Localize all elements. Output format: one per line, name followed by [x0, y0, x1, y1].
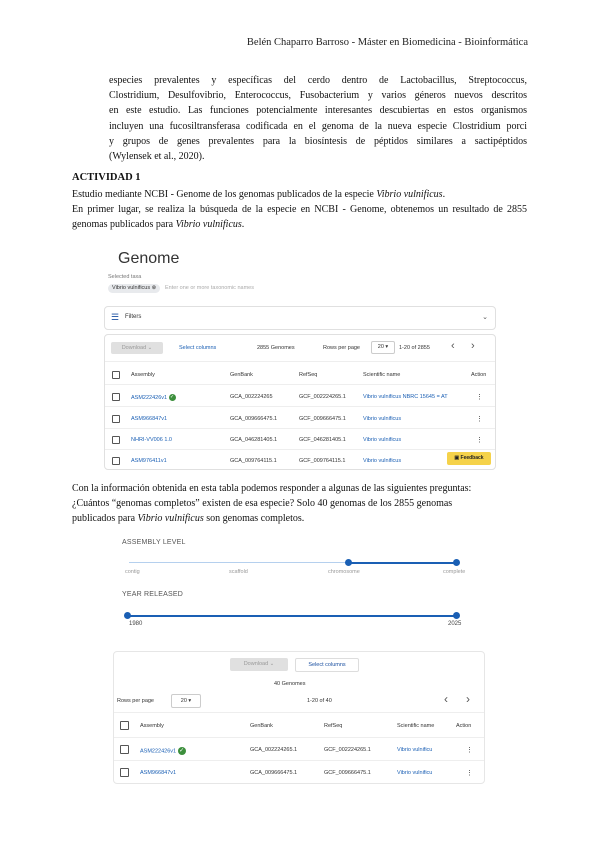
column-header[interactable]: RefSeq	[324, 723, 343, 729]
genome-table	[104, 334, 496, 470]
question-paragraph	[72, 481, 527, 527]
taxon-chip[interactable]: Vibrio vulnificus ⊗	[108, 284, 160, 293]
assembly-link[interactable]: ASM222426v1 ✓	[140, 748, 185, 755]
assembly-link[interactable]: ASM222426v1 ✓	[131, 394, 175, 401]
verified-icon: ✓	[179, 748, 185, 754]
refseq-cell: GCF_002224265.1	[299, 394, 346, 400]
row-action-menu-icon[interactable]: ⋮	[476, 394, 483, 401]
refseq-cell: GCF_002224265.1	[324, 747, 371, 753]
assembly-tick: chromosome	[328, 569, 360, 575]
select-columns-button[interactable]: Select columns	[295, 658, 359, 672]
row-action-menu-icon[interactable]: ⋮	[476, 416, 483, 423]
year-slider-handle-max[interactable]	[453, 612, 460, 619]
intro-line: Clostridium, Desulfovibrio, Enterococcus, Fusobacterium y varios géneros nuevos descritos	[109, 90, 527, 102]
genbank-cell: GCA_009764115.1	[230, 458, 277, 464]
column-header[interactable]: Scientific name	[397, 723, 435, 729]
prev-page-icon[interactable]: ‹	[444, 692, 448, 706]
row-checkbox[interactable]	[112, 436, 120, 444]
assembly-link[interactable]: NHRI-VV006 1.0	[131, 437, 172, 443]
filters-label: Filters	[125, 314, 142, 320]
intro-line: y grupos de genes prevalentes para la biosíntesis de péptidos similares a sactipéptidos	[109, 135, 527, 147]
complete-genome-table	[113, 651, 485, 784]
column-header: Action	[471, 372, 487, 378]
refseq-cell: GCF_046281405.1	[299, 437, 346, 443]
row-action-menu-icon[interactable]: ⋮	[476, 437, 483, 444]
assembly-slider-handle-max[interactable]	[453, 559, 460, 566]
column-header[interactable]: GenBank	[250, 723, 273, 729]
activity-paragraph	[72, 187, 527, 233]
row-checkbox[interactable]	[112, 415, 120, 423]
genbank-cell: GCA_002224265.1	[250, 747, 298, 753]
activity-line1-suffix: .	[442, 189, 446, 200]
year-slider-handle-min[interactable]	[124, 612, 131, 619]
page-range: 1-20 of 2855	[399, 345, 430, 351]
intro-paragraph	[109, 73, 527, 164]
rows-per-page-label: Rows per page	[323, 345, 360, 351]
download-button[interactable]: Download ⌄	[230, 658, 288, 671]
prev-page-icon[interactable]: ‹	[451, 340, 455, 352]
select-columns-button[interactable]: Select columns	[179, 345, 217, 351]
species-name: Vibrio vulnificus	[137, 513, 204, 525]
rows-per-page-select[interactable]: 20 ▾	[371, 341, 395, 354]
genbank-cell: GCA_002224265	[230, 394, 273, 400]
assembly-level-label: ASSEMBLY LEVEL	[122, 539, 186, 546]
question-line3-prefix: publicados para	[72, 513, 138, 525]
genbank-cell: GCA_046281405.1	[230, 437, 278, 443]
select-all-checkbox[interactable]	[120, 721, 129, 730]
ncbi-genome-screenshot	[103, 246, 496, 470]
assembly-tick: contig	[125, 569, 140, 575]
activity-line2-suffix: .	[241, 219, 245, 231]
year-min: 1980	[129, 621, 143, 627]
question-line1: Con la información obtenida en esta tabla podemos responder a algunas de las siguientes preguntas:	[72, 483, 472, 494]
complete-genomes-screenshot	[113, 534, 485, 782]
row-checkbox[interactable]	[120, 745, 129, 754]
assembly-link[interactable]: ASM966847v1	[131, 416, 168, 422]
chevron-down-icon[interactable]: ⌄	[482, 314, 488, 321]
next-page-icon[interactable]: ›	[471, 340, 475, 352]
rows-per-page-select[interactable]: 20 ▾	[171, 694, 201, 708]
assembly-link[interactable]: ASM966847v1	[140, 770, 177, 776]
column-header[interactable]: GenBank	[230, 372, 253, 378]
column-header[interactable]: RefSeq	[299, 372, 318, 378]
assembly-tick: complete	[443, 569, 466, 575]
intro-line: especies prevalentes y específicas del cerdo dentro de Lactobacillus, Streptococcus,	[109, 75, 527, 86]
genome-count: 2855 Genomes	[257, 345, 295, 351]
page-header: Belén Chaparro Barroso - Máster en Biomedicina - Bioinformática	[246, 37, 528, 48]
selected-taxa-label: Selected taxa	[108, 274, 142, 280]
scientific-name-link[interactable]: Vibrio vulnificus	[363, 437, 402, 443]
species-name: Vibrio vulnificus	[175, 219, 242, 231]
intro-line: (Wylensek et al., 2020).	[109, 151, 205, 163]
row-checkbox[interactable]	[120, 768, 129, 777]
refseq-cell: GCF_009666475.1	[324, 770, 371, 776]
select-all-checkbox[interactable]	[112, 371, 120, 379]
genome-title: Genome	[118, 250, 180, 267]
assembly-link[interactable]: ASM976411v1	[131, 458, 167, 464]
column-header[interactable]: Assembly	[140, 723, 164, 729]
activity-title: ACTIVIDAD 1	[72, 172, 141, 183]
filters-bar[interactable]	[104, 306, 496, 330]
scientific-name-link[interactable]: Vibrio vulnificu	[397, 747, 433, 753]
filter-icon: ☰	[111, 312, 120, 322]
scientific-name-link[interactable]: Vibrio vulnificus NBRC 15645 = AT	[363, 394, 448, 400]
question-line2: ¿Cuántos “genomas completos” existen de esa especie? Solo 40 genomas de los 2855 genomas	[72, 498, 453, 510]
row-checkbox[interactable]	[112, 457, 120, 465]
row-action-menu-icon[interactable]: ⋮	[466, 747, 473, 754]
genome-count: 40 Genomes	[274, 681, 306, 687]
taxon-search-input[interactable]: Enter one or more taxonomic names	[165, 285, 254, 291]
row-checkbox[interactable]	[112, 393, 120, 401]
intro-line: incluyen una fucosiltransferasa codificada en el genoma de la nueva especie Clostridium porci	[109, 120, 527, 132]
rows-per-page-label: Rows per page	[117, 698, 154, 704]
question-line3-suffix: son genomas completos.	[203, 513, 305, 525]
feedback-button[interactable]: ▣ Feedback	[447, 452, 491, 465]
column-header: Action	[456, 723, 472, 729]
next-page-icon[interactable]: ›	[466, 692, 470, 706]
genbank-cell: GCA_009666475.1	[230, 416, 278, 422]
verified-icon: ✓	[170, 394, 175, 400]
scientific-name-link[interactable]: Vibrio vulnificus	[363, 458, 402, 464]
refseq-cell: GCF_009666475.1	[299, 416, 346, 422]
row-action-menu-icon[interactable]: ⋮	[466, 770, 473, 777]
intro-line: en este estudio. Las funciones potencialmente interesantes descubiertas en estos organismos	[109, 105, 527, 117]
assembly-tick: scaffold	[229, 569, 248, 575]
column-header[interactable]: Assembly	[131, 372, 155, 378]
page-range: 1-20 of 40	[307, 698, 332, 704]
activity-line1-prefix: Estudio mediante NCBI - Genome de los genomas publicados de la especie	[72, 189, 377, 200]
filters-panel	[113, 534, 483, 642]
activity-line2-prefix: En primer lugar, se realiza la búsqueda de la especie en NCBI - Genome, obtenemos un resultado de 2855 genomas publicados para	[72, 204, 527, 231]
year-released-label: YEAR RELEASED	[122, 591, 183, 598]
species-name: Vibrio vulnificus	[376, 189, 443, 200]
scientific-name-link[interactable]: Vibrio vulnificu	[397, 770, 433, 776]
scientific-name-link[interactable]: Vibrio vulnificus	[363, 416, 402, 422]
refseq-cell: GCF_009764115.1	[299, 458, 346, 464]
download-button[interactable]: Download ⌄	[111, 342, 163, 354]
genbank-cell: GCA_009666475.1	[250, 770, 298, 776]
column-header[interactable]: Scientific name	[363, 372, 401, 378]
year-max: 2025	[448, 621, 462, 627]
assembly-slider-handle-min[interactable]	[345, 559, 352, 566]
